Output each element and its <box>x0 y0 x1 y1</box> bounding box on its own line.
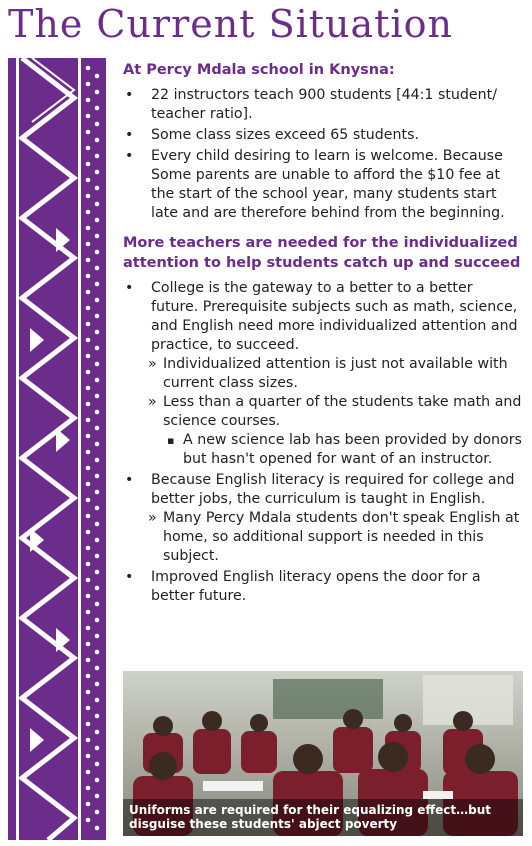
sub-list-item: » Less than a quarter of the students take math and science courses. <box>123 393 523 431</box>
main-content <box>123 58 523 606</box>
list-item: • Some class sizes exceed 65 students. <box>123 126 523 145</box>
page-title: The Current Situation <box>8 2 453 46</box>
list-item: • College is the gateway to a better to a better future. Prerequisite subjects such as math, science, and English need more individualized attention and practice, to succeed. <box>123 279 523 355</box>
section-heading-school: At Percy Mdala school in Knysna: <box>123 62 395 78</box>
classroom-photo <box>123 671 523 836</box>
sub-sub-list-item: ▪ A new science lab has been provided by donors but hasn't opened for want of an instructor. <box>123 431 523 469</box>
list-item: • 22 instructors teach 900 students [44:1 student/ teacher ratio]. <box>123 86 523 124</box>
list-item: • Every child desiring to learn is welcome. Because Some parents are unable to afford the $10 fee at the start of the school year, many students start late and are therefore behind from the beginning. <box>123 147 523 223</box>
sub-list-item: » Individualized attention is just not available with current class sizes. <box>123 355 523 393</box>
school-facts-list <box>123 86 523 223</box>
teacher-needs-list <box>123 279 523 606</box>
sub-list-item: » Many Percy Mdala students don't speak English at home, so additional support is needed in this subject. <box>123 509 523 566</box>
list-item: • Because English literacy is required for college and better jobs, the curriculum is taught in English. <box>123 471 523 509</box>
decorative-pattern-band <box>8 58 106 840</box>
list-item: • Improved English literacy opens the door for a better future. <box>123 568 523 606</box>
photo-caption: Uniforms are required for their equalizing effect…but disguise these students' abject poverty <box>123 799 523 836</box>
section-heading-teachers: More teachers are needed for the individualized attention to help students catch up and succeed <box>123 235 521 271</box>
